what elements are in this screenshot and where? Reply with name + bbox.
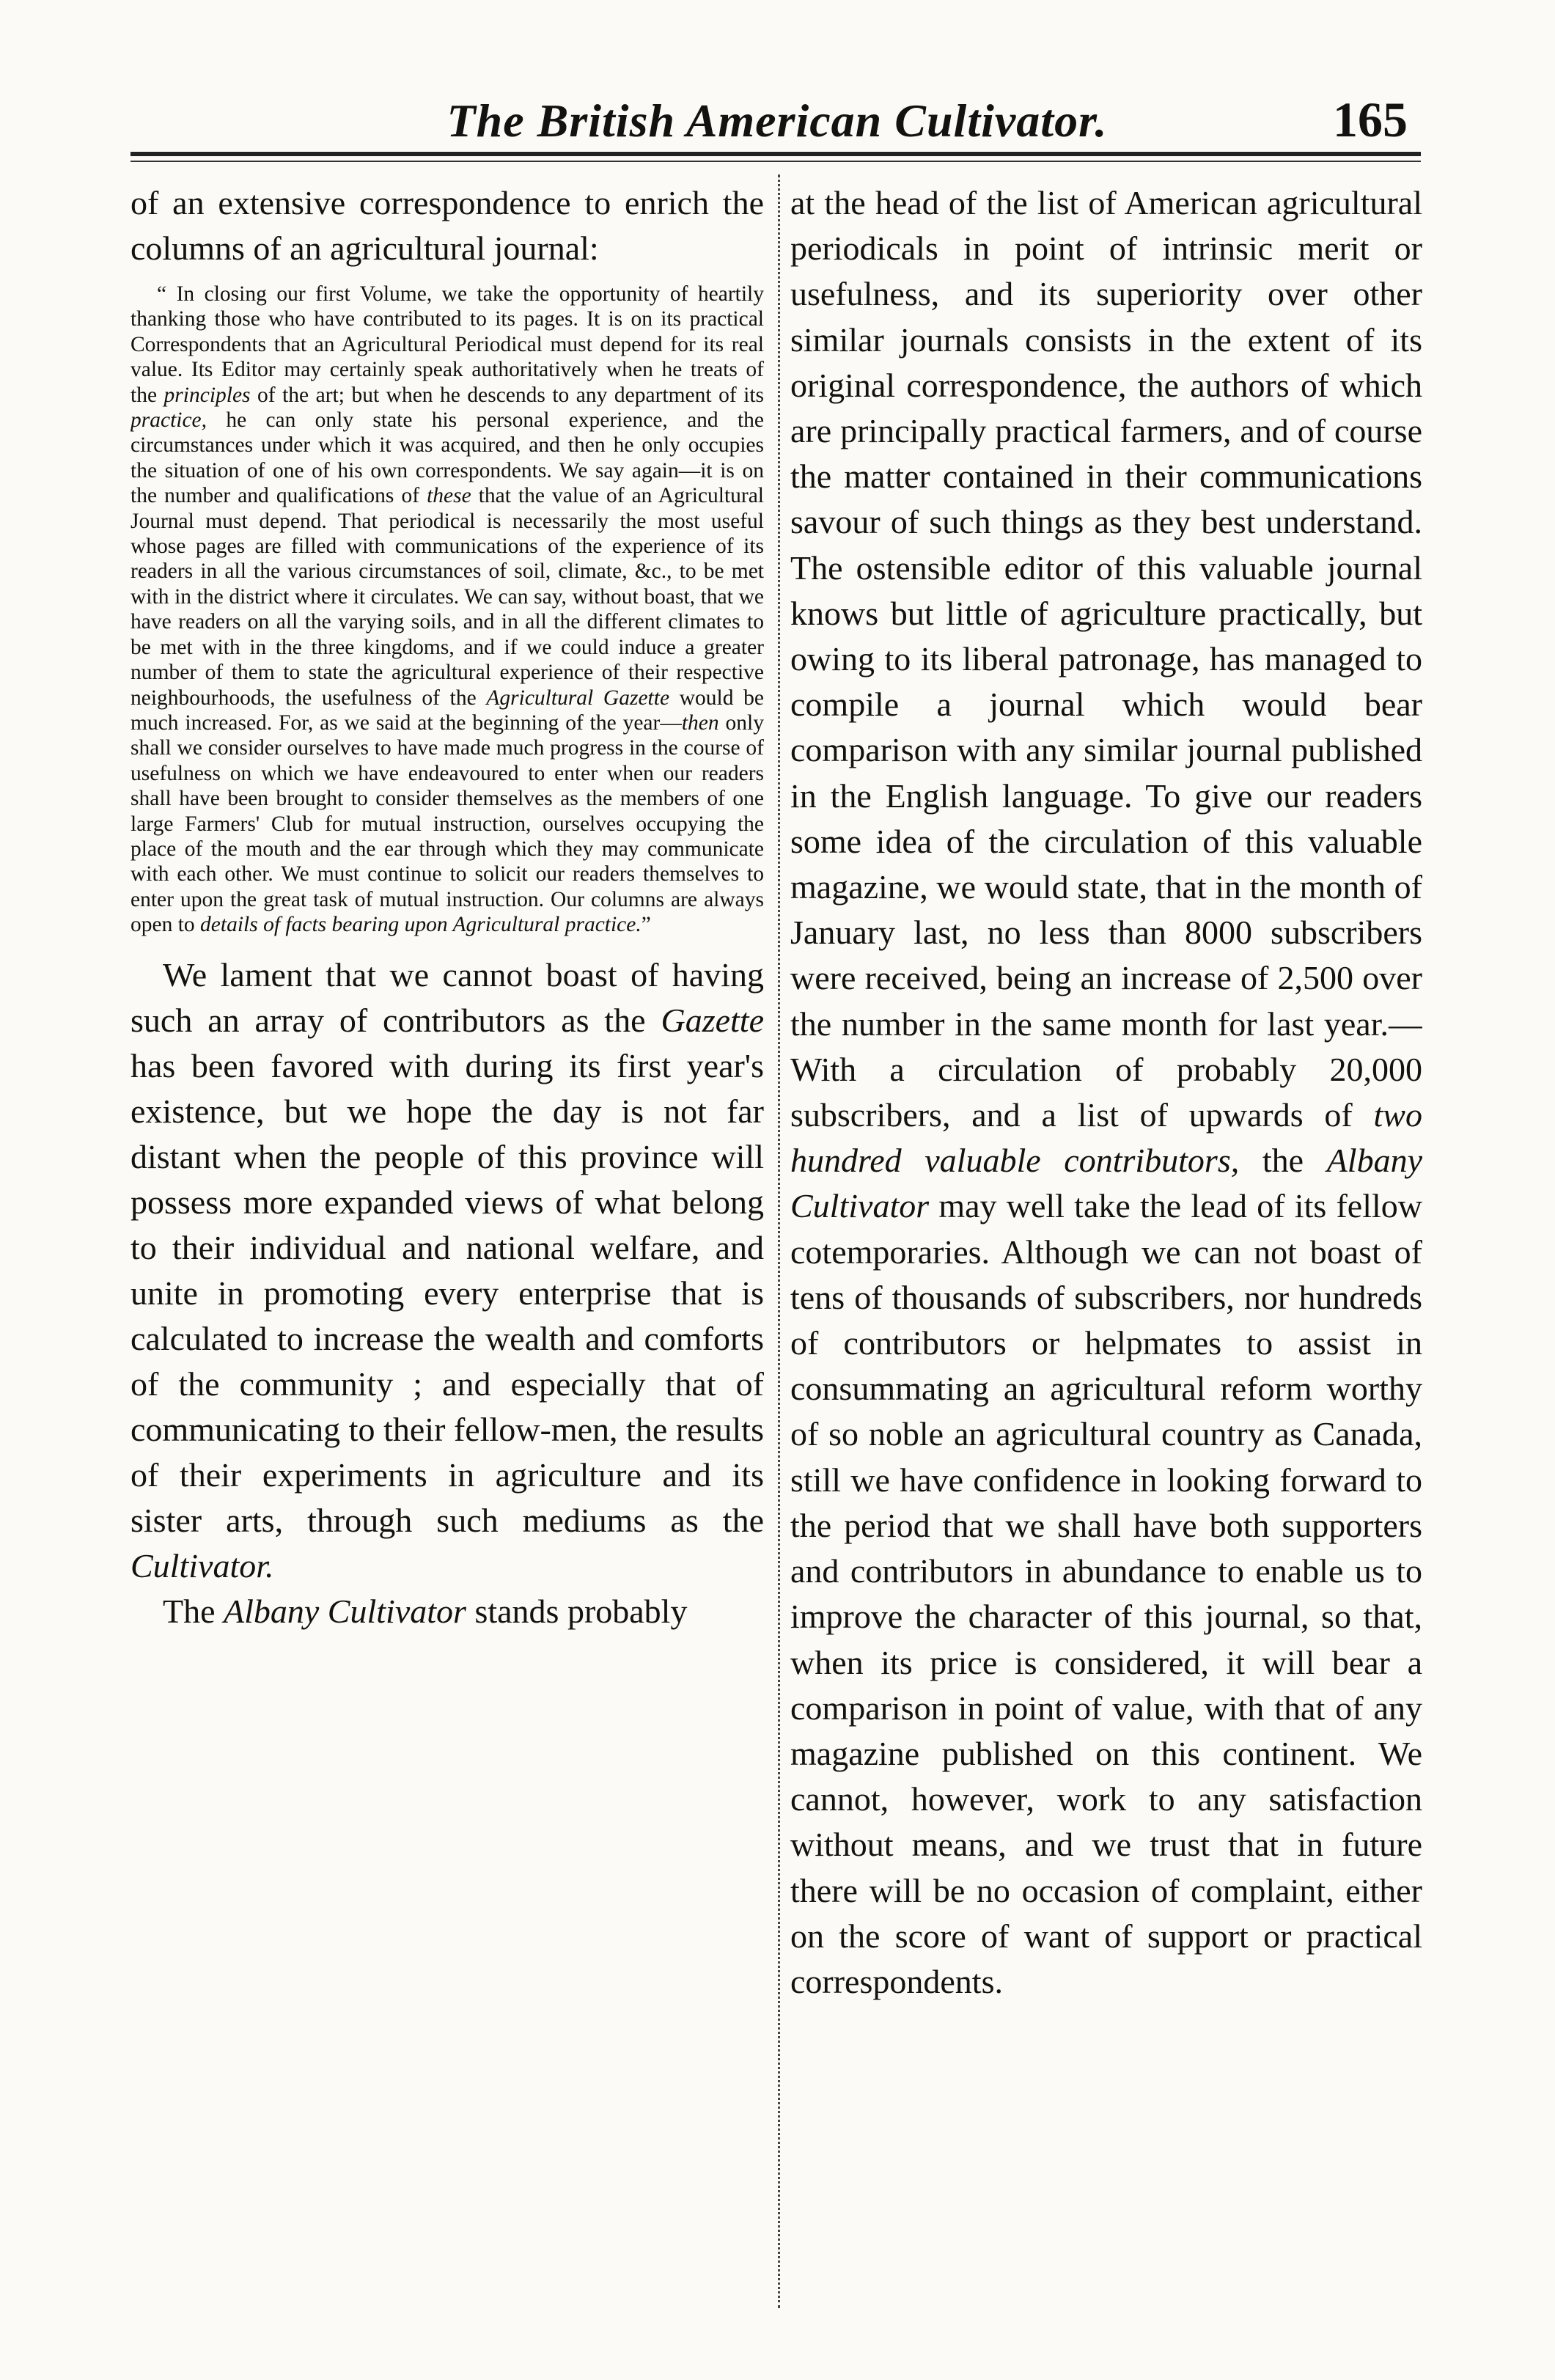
para2-emphasis-cultivator: Cultivator. [130, 1546, 274, 1584]
quote-emphasis-2: practice, [130, 408, 207, 433]
intro-paragraph [130, 180, 764, 271]
right-text-b: the [1239, 1142, 1327, 1180]
quote-emphasis-1: principles [163, 383, 251, 407]
quote-text-2: of the art; but when he descends to any department of its [250, 383, 764, 407]
right-emphasis-contributors: two hundred valuable contributors, [790, 1096, 1422, 1180]
header-rule-thick [130, 152, 1421, 156]
paragraph-lament [130, 952, 764, 1589]
para3-text-a: The [163, 1592, 224, 1630]
para3-text-b: stands probably [466, 1592, 688, 1630]
quote-close-mark: ” [641, 913, 651, 937]
para2-text-b: has been favored with during its first year's existence, but we hope the day is not far distant when the people of this province will possess more expanded views of what belong to their individual and national welfare, and unite in promoting every enterprise that is calculated to increase the wealth and comforts of the community ; and especially that of communicating to their fellow-men, the results of their experiments in agriculture and its sister arts, through such mediums as the [130, 1046, 764, 1539]
page-number: 165 [1333, 92, 1408, 147]
right-paragraph [790, 180, 1422, 2005]
quote-emphasis-5: then [681, 710, 719, 735]
right-column [790, 180, 1422, 2005]
para3-emphasis-albany: Albany Cultivator [224, 1592, 466, 1630]
quote-text-5: would be much increased. For, as we said at the beginning of the year— [130, 686, 764, 735]
quoted-passage [130, 282, 764, 938]
paragraph-albany [130, 1589, 764, 1634]
quote-emphasis-4: Agricultural Gazette [486, 686, 670, 710]
right-text-a: at the head of the list of American agricultural periodicals in point of intrinsic merit or usefulness, and its superiority over other similar journals consists in the extent of its original correspondence, the authors of which are principally practical farmers, and of course the matter contained in their communications savour of such things as they best understand. The ostensible editor of this valuable journal knows but little of agriculture practically, but owing to its liberal patronage, has managed to compile a journal which would bear comparison with any similar journal published in the English language. To give our readers some idea of the circulation of this valuable magazine, we would state, that in the month of January last, no less than 8000 subscribers were received, being an increase of 2,500 over the number in the same month for last year.— With a circulation of probably 20,000 subscribers, and a list of upwards of [790, 184, 1422, 1134]
quote-emphasis-6: details of facts bearing upon Agricultural practice. [200, 913, 642, 937]
header-rule-thin [130, 161, 1421, 162]
right-text-c: may well take the lead of its fellow cotemporaries. Although we can not boast of tens of thousands of subscribers, nor hundreds of contributors or helpmates to assist in consummating an agricultural reform worthy of so noble an agricultural country as Canada, still we have confidence in looking forward to the period that we shall have both supporters and contributors in abundance to enable us to improve the character of this journal, so that, when its price is considered, it will bear a comparison in point of value, with that of any magazine published on this continent. We cannot, however, work to any satisfaction without means, and we trust that in future there will be no occasion of complaint, either on the score of want of support or practical correspondents. [790, 1187, 1422, 2000]
quote-text-6: only shall we consider ourselves to have made much progress in the course of usefulness on which we have endeavoured to enter when our readers shall have been brought to consider themselves as the members of one large Farmers' Club for mutual instruction, ourselves occupying the place of the mouth and the ear through which they may communicate with each other. We must continue to solicit our readers themselves to enter upon the great task of mutual instruction. Our columns are always open to [130, 710, 764, 937]
left-column [130, 180, 764, 1634]
right-emphasis-albany: Albany Cultivator [790, 1142, 1422, 1225]
running-header-title: The British American Cultivator. [446, 95, 1108, 147]
para2-text-a: We lament that we cannot boast of having such an array of contributors as the [130, 955, 764, 1039]
quote-text-1: “ In closing our first Volume, we take the opportunity of heartily thanking those who have contributed to its pages. It is on its practical Correspondents that an Agricultural Periodical must depend for its real value. Its Editor may certainly speak authoritatively when he treats of the [130, 282, 764, 407]
quote-text-3: he can only state his personal experience, and the circumstances under which it was acquired, and then he only occupies the situation of one of his own correspondents. We say again—it is on the number and qualifications of [130, 408, 764, 508]
para2-emphasis-gazette: Gazette [661, 1001, 764, 1039]
column-divider [778, 175, 780, 2308]
intro-text: of an extensive correspondence to enrich the columns of an agricultural journal: [130, 184, 764, 267]
quote-text-4: that the value of an Agricultural Journal must depend. That periodical is necessarily the most useful whose pages are filled with communications of the experience of its readers in all the various circumstances of soil, climate, &c., to be met with in the district where it circulates. We can say, without boast, that we have readers on all the varying soils, and in all the different climates to be met with in the three kingdoms, and if we could induce a greater number of them to state the agricultural experience of their respective neighbourhoods, the usefulness of the [130, 484, 764, 710]
quote-emphasis-3: these [427, 484, 471, 508]
